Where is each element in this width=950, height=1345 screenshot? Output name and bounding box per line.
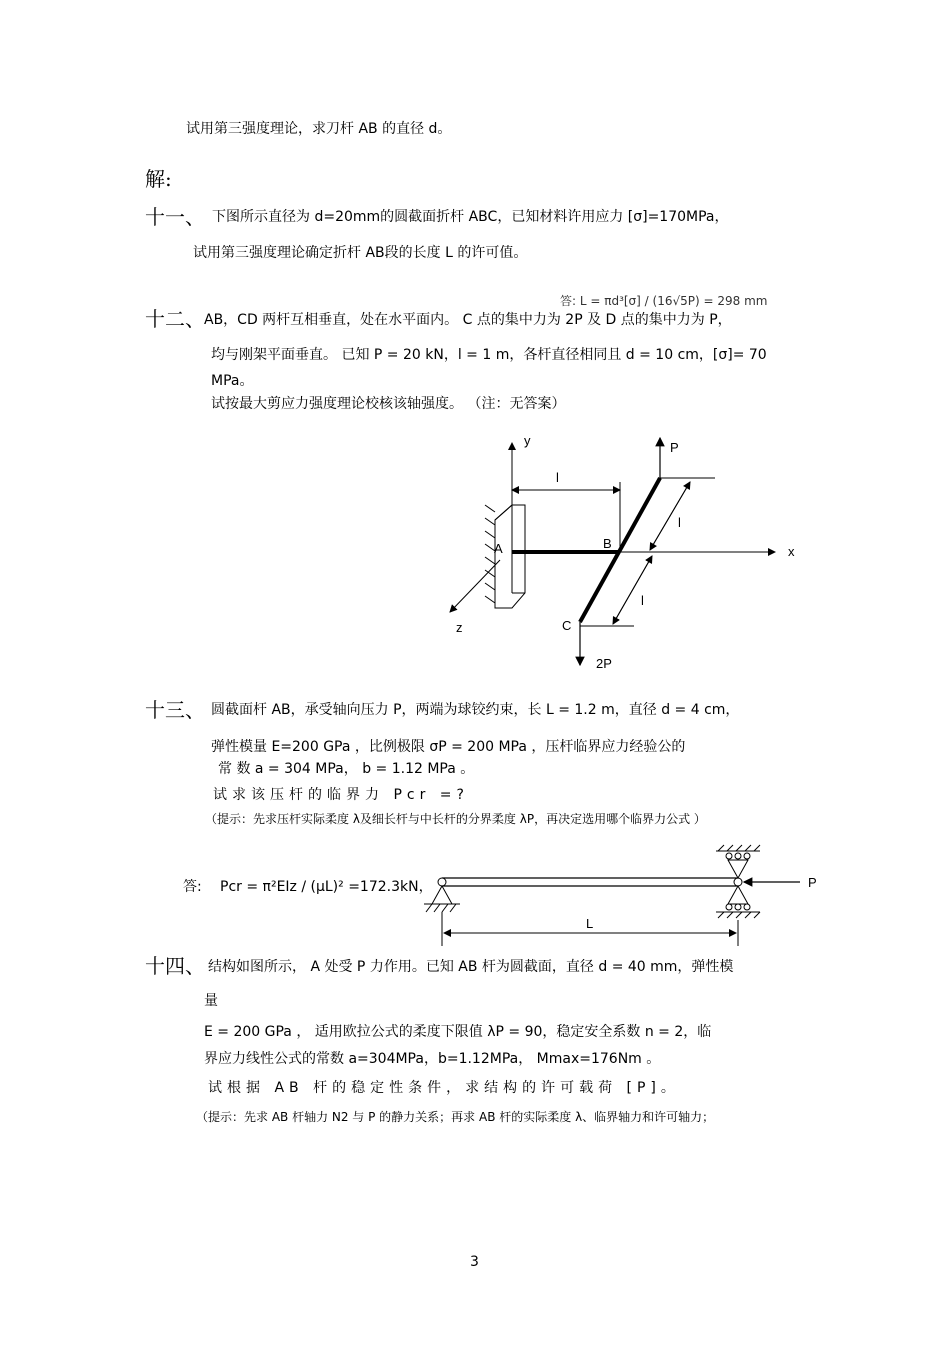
page-number: 3 — [470, 1254, 479, 1270]
y-axis-label: y — [524, 433, 531, 448]
problem-14-hint: （提示：先求 AB 杆轴力 N2 与 P 的静力关系；再求 AB 杆的实际柔度 λ、临界轴力和许可轴力； — [196, 1110, 715, 1124]
problem-12-number: 十二、 — [145, 307, 205, 331]
force-2p-label: 2P — [596, 656, 612, 671]
problem-13-answer-formula: Pcr = π²EIz / (μL)² =172.3kN， — [220, 879, 433, 895]
solution-label: 解: — [145, 167, 172, 191]
dim-l-right: l — [678, 515, 681, 530]
problem-14-number: 十四、 — [145, 954, 205, 978]
problem-14-line-3: E = 200 GPa ， 适用欧拉公式的柔度下限值 λP = 90，稳定安全系数 n = 2，临 — [204, 1024, 712, 1040]
problem-11-line-2: 试用第三强度理论确定折杆 AB段的长度 L 的许可值。 — [193, 245, 528, 261]
problem-12-line-1: AB，CD 两杆互相垂直，处在水平面内。 C 点的集中力为 2P 及 D 点的集中力为 P， — [204, 312, 732, 328]
problem-12-line-3: MPa。 — [211, 373, 254, 389]
dim-l-lower: l — [641, 593, 644, 608]
problem-12-line-2: 均与刚架平面垂直。 已知 P = 20 kN，l = 1 m，各杆直径相同且 d = 10 cm，[σ]= 70 — [211, 347, 767, 363]
problem-14-line-2: 量 — [204, 993, 218, 1009]
length-l-label: L — [586, 916, 594, 931]
point-a-label: A — [494, 541, 503, 556]
problem-13-line-3: 常 数 a = 304 MPa， b = 1.12 MPa 。 — [218, 761, 475, 777]
problem-13-hint: （提示：先求压杆实际柔度 λ及细长杆与中长杆的分界柔度 λP，再决定选用哪个临界力公式 ） — [205, 812, 706, 826]
problem-11-answer: 答: L = πd³[σ] / (16√5P) = 298 mm — [560, 294, 768, 308]
z-axis-label: z — [456, 620, 463, 635]
problem-12-line-4: 试按最大剪应力强度理论校核该轴强度。 （注：无答案） — [211, 396, 566, 412]
problem-13-line-2: 弹性模量 E=200 GPa ，比例极限 σP = 200 MPa ，压杆临界应力经验公的 — [211, 739, 686, 755]
point-c-label: C — [562, 618, 572, 633]
problem-13-number: 十三、 — [145, 698, 205, 722]
problem-13-line-1: 圆截面杆 AB，承受轴向压力 P，两端为球铰约束，长 L = 1.2 m，直径 d = 4 cm， — [211, 702, 740, 718]
problem-14-line-4: 界应力线性公式的常数 a=304MPa，b=1.12MPa， Mmax=176Nm 。 — [204, 1051, 661, 1067]
problem-14-line-1: 结构如图所示， A 处受 P 力作用。已知 AB 杆为圆截面，直径 d = 40 mm，弹性模 — [208, 959, 734, 975]
problem-11-line-1: 下图所示直径为 d=20mm的圆截面折杆 ABC，已知材料许用应力 [σ]=170MPa， — [212, 209, 729, 225]
problem-11-number: 十一、 — [145, 205, 205, 229]
force-p-label: P — [670, 440, 679, 455]
left-pin-support — [424, 878, 460, 912]
problem-14-line-5: 试根据 AB 杆的稳定性条件，求结构的许可载荷 [P]。 — [208, 1080, 680, 1096]
top-line: 试用第三强度理论，求刀杆 AB 的直径 d。 — [186, 121, 452, 137]
problem-13-answer-label: 答: — [183, 879, 202, 895]
load-p-label: P — [808, 875, 817, 890]
point-b-label: B — [603, 536, 612, 551]
x-axis-label: x — [788, 544, 795, 559]
problem-13-line-4: 试求该压杆的临界力 Pcr =? — [213, 787, 469, 803]
dim-l-top: l — [556, 470, 559, 485]
